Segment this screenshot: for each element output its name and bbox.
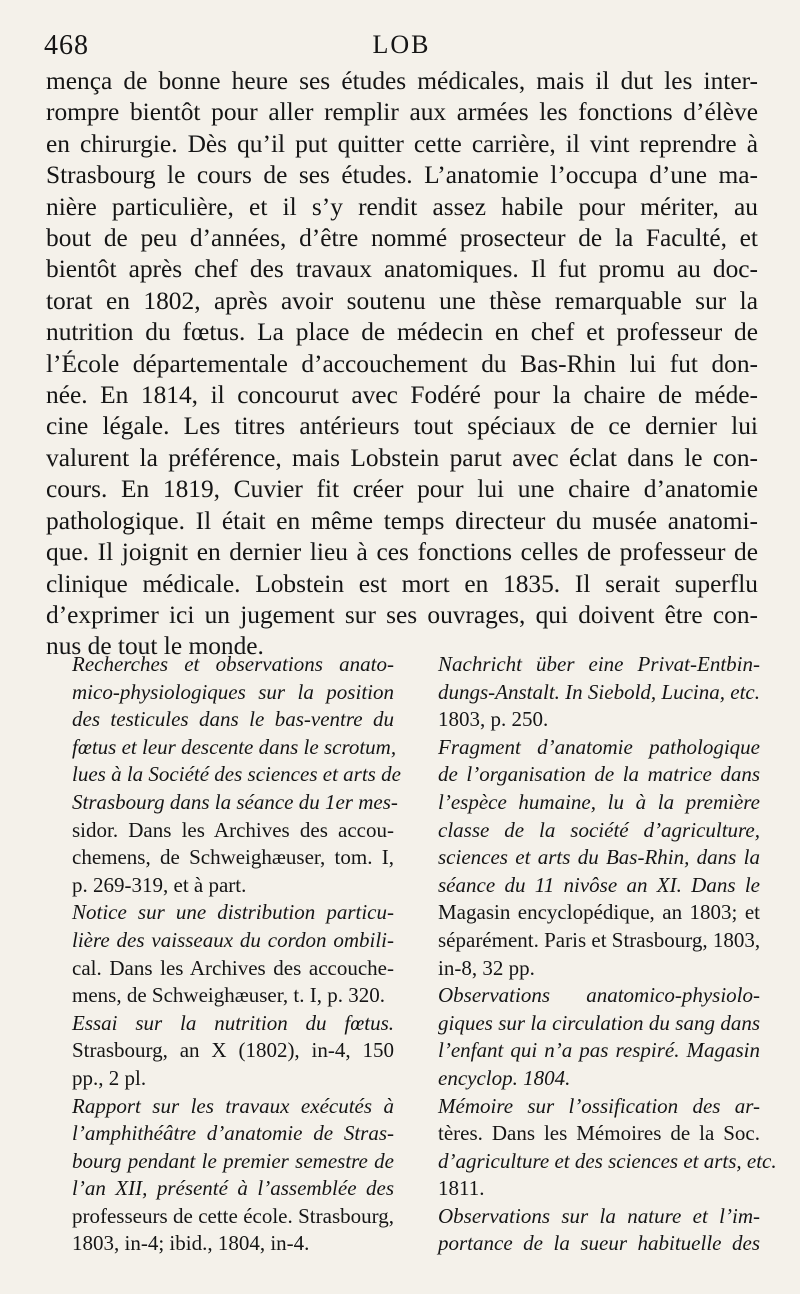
bib-line: in-8, 32 pp.	[438, 955, 535, 980]
body-line: nière particulière, et il s’y rendit assez habile pour mériter, au	[46, 192, 758, 221]
bib-line: Essai sur la nutrition du fœtus.	[72, 1010, 394, 1035]
body-line: d’exprimer ici un jugement sur ses ouvrages, qui doivent être con-	[46, 600, 758, 629]
bib-line: Strasbourg, an X (1802), in-4, 150	[72, 1038, 394, 1063]
bibliography-left-column	[72, 651, 401, 1258]
bib-line: l’an XII, présenté à l’assemblée des	[72, 1176, 394, 1201]
bib-line: Mémoire sur l’ossification des ar-	[438, 1093, 760, 1118]
body-line: bientôt après chef des travaux anatomiques. Il fut promu au doc-	[46, 255, 758, 284]
body-line: rompre bientôt pour aller remplir aux armées les fonctions d’élève	[46, 98, 758, 127]
bib-line: bourg pendant le premier semestre de	[72, 1148, 394, 1173]
bib-line: Observations sur la nature et l’im-	[438, 1203, 760, 1228]
bib-line: pp., 2 pl.	[72, 1065, 147, 1090]
bib-line: fœtus et leur descente dans le scrotum,	[72, 734, 397, 759]
bib-line: sciences et arts du Bas-Rhin, dans la	[438, 845, 760, 870]
bib-line: 1803, p. 250.	[438, 707, 549, 732]
body-line: valurent la préférence, mais Lobstein parut avec éclat dans le con-	[46, 443, 758, 472]
body-line: nus de tout le monde.	[46, 632, 264, 661]
bib-line: encyclop. 1804.	[438, 1065, 571, 1090]
bib-line: chemens, de Schweighæuser, tom. I,	[72, 845, 394, 870]
body-paragraph	[46, 66, 758, 663]
body-line: que. Il joignit en dernier lieu à ces fonctions celles de professeur de	[46, 538, 758, 567]
body-line: mença de bonne heure ses études médicales, mais il dut les inter-	[46, 67, 758, 95]
bib-line: classe de la société d’agriculture,	[438, 817, 760, 842]
bib-line: cal. Dans les Archives des accouche-	[72, 955, 394, 980]
bib-line: séparément. Paris et Strasbourg, 1803,	[438, 927, 761, 952]
body-line: nutrition du fœtus. La place de médecin en chef et professeur de	[46, 318, 758, 347]
body-line: Strasbourg le cours de ses études. L’anatomie l’occupa d’une ma-	[46, 161, 758, 190]
body-line: clinique médicale. Lobstein est mort en 1835. Il serait superflu	[46, 569, 758, 598]
body-line: bout de peu d’années, d’être nommé prosecteur de la Faculté, et	[46, 224, 758, 253]
bib-line: des testicules dans le bas-ventre du	[72, 707, 394, 732]
bib-line: l’enfant qui n’a pas respiré. Magasin	[438, 1038, 760, 1063]
running-head: LOB	[372, 30, 431, 59]
page-number: 468	[44, 30, 89, 61]
body-line: née. En 1814, il concourut avec Fodéré pour la chaire de méde-	[46, 381, 758, 410]
bib-line: Magasin encyclopédique, an 1803; et	[438, 900, 760, 925]
bib-line: séance du 11 nivôse an XI. Dans le	[438, 872, 760, 897]
body-line: pathologique. Il était en même temps directeur du musée anatomi-	[46, 506, 758, 535]
bib-line: professeurs de cette école. Strasbourg,	[72, 1203, 394, 1228]
bib-line: Fragment d’anatomie pathologique	[438, 734, 760, 759]
bib-line: mico-physiologiques sur la position	[72, 679, 394, 704]
bibliography	[72, 651, 777, 1256]
bib-line: lues à la Société des sciences et arts de	[72, 762, 401, 787]
bib-line: Notice sur une distribution particu-	[72, 900, 394, 925]
body-line: torat en 1802, après avoir soutenu une thèse remarquable sur la	[46, 286, 758, 315]
body-line: cine légale. Les titres antérieurs tout spéciaux de ce dernier lui	[46, 412, 758, 441]
bib-line: d’agriculture et des sciences et arts, etc.	[438, 1148, 777, 1173]
bibliography-right-column	[438, 651, 777, 1258]
page-header	[44, 30, 759, 64]
bib-line: de l’organisation de la matrice dans	[438, 762, 760, 787]
bib-line: lière des vaisseaux du cordon ombili-	[72, 927, 394, 952]
bib-line: dungs-Anstalt. In Siebold, Lucina, etc.	[438, 679, 760, 704]
bib-line: Recherches et observations anato-	[72, 652, 394, 676]
bib-line: l’amphithéâtre d’anatomie de Stras-	[72, 1121, 394, 1146]
bib-line: 1811.	[438, 1176, 485, 1201]
body-line: cours. En 1819, Cuvier fit créer pour lui une chaire d’anatomie	[46, 475, 758, 504]
bib-line: sidor. Dans les Archives des accou-	[72, 817, 394, 842]
bib-line: tères. Dans les Mémoires de la Soc.	[438, 1121, 760, 1146]
bib-line: l’espèce humaine, lu à la première	[438, 789, 760, 814]
bib-line: p. 269-319, et à part.	[72, 872, 247, 897]
bib-line: Strasbourg dans la séance du 1er mes-	[72, 789, 398, 814]
bib-line: portance de la sueur habituelle des	[438, 1231, 760, 1256]
bib-line: Observations anatomico-physiolo-	[438, 983, 760, 1008]
bib-line: Nachricht über eine Privat-Entbin-	[438, 652, 760, 676]
body-line: en chirurgie. Dès qu’il put quitter cette carrière, il vint reprendre à	[46, 129, 758, 158]
bib-line: 1803, in-4; ibid., 1804, in-4.	[72, 1231, 310, 1256]
body-line: l’École départementale d’accouchement du Bas-Rhin lui fut don-	[46, 349, 758, 378]
bib-line: Rapport sur les travaux exécutés à	[72, 1093, 394, 1118]
bib-line: giques sur la circulation du sang dans	[438, 1010, 760, 1035]
bib-line: mens, de Schweighæuser, t. I, p. 320.	[72, 983, 385, 1008]
